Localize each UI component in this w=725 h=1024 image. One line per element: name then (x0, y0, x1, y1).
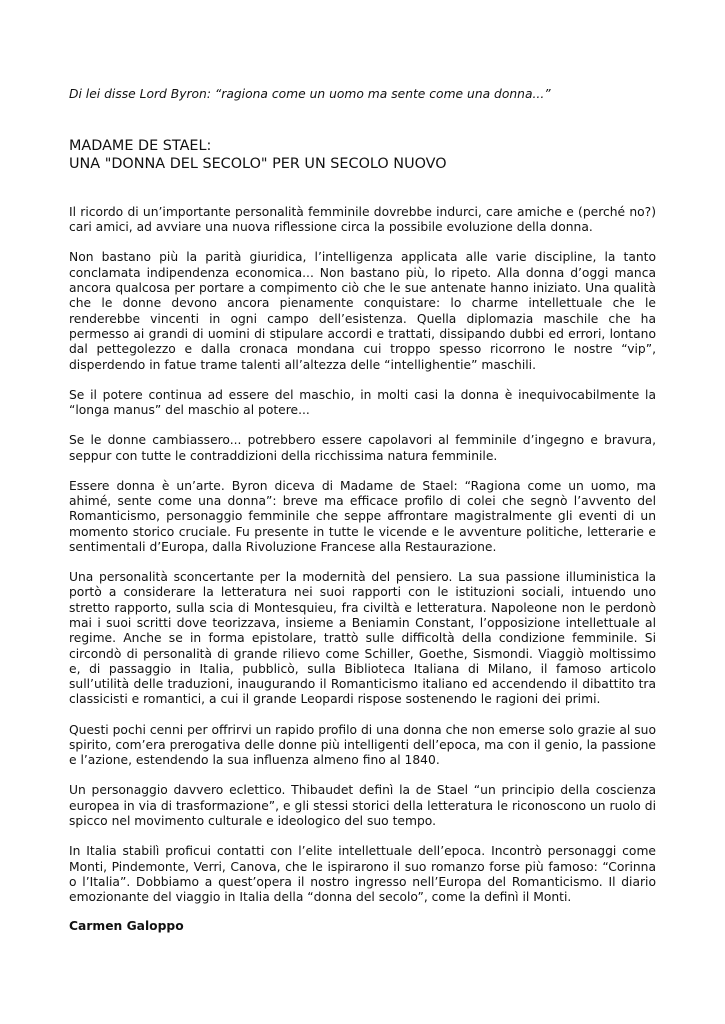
paragraph-6: Una personalità sconcertante per la modernità del pensiero. La sua passione illuministica la portò a considerare la letteratura nei suoi rapporti con le istituzioni sociali, intuendo uno stretto rapporto, sulla scia di Montesquieu, fra civiltà e letteratura. Napoleone non le perdonò mai i suoi scritti dove teorizzava, insieme a Beniamin Constant, l’opposizione intellettuale al regime. Anche se in forma epistolare, trattò sulle difficoltà della condizione femminile. Si circondò di personalità di grande rilievo come Schiller, Goethe, Sismondi. Viaggiò moltissimo e, di passaggio in Italia, pubblicò, sulla Biblioteca Italiana di Milano, il famoso articolo sull’utilità delle traduzioni, inaugurando il Romanticismo italiano ed accendendo il dibattito tra classicisti e romantici, a cui il grande Leopardi rispose sostenendo le ragioni dei primi. (69, 570, 656, 707)
title-line-1: MADAME DE STAEL: (69, 138, 212, 154)
title-line-2: UNA "DONNA DEL SECOLO" PER UN SECOLO NUOVO (69, 156, 447, 172)
paragraph-8: Un personaggio davvero eclettico. Thibaudet definì la de Stael “un principio della coscienza europea in via di trasformazione”, e gli stessi storici della letteratura le riconoscono un ruolo di spicco nel movimento culturale e ideologico del suo tempo. (69, 783, 656, 829)
article-body (69, 205, 656, 920)
paragraph-5: Essere donna è un’arte. Byron diceva di Madame de Stael: “Ragiona come un uomo, ma ahimé, sente come una donna”: breve ma efficace profilo di colei che segnò l’avvento del Romanticismo, personaggio femminile che seppe affrontare magistralmente gli eventi di un momento storico cruciale. Fu presente in tutte le vicende e le avventure politiche, letterarie e sentimentali d’Europa, dalla Rivoluzione Francese alla Restaurazione. (69, 478, 656, 554)
epigraph-quote: Di lei disse Lord Byron: “ragiona come un uomo ma sente come una donna...” (69, 87, 551, 101)
paragraph-2: Non bastano più la parità giuridica, l’intelligenza applicata alle varie discipline, la tanto conclamata indipendenza economica... Non bastano più, lo ripeto. Alla donna d’oggi manca ancora qualcosa per portare a compimento ciò che le sue antenate hanno iniziato. Una qualità che le donne devono ancora pienamente conquistare: lo charme intellettuale che le renderebbe vincenti in ogni campo dell’esistenza. Quella diplomazia maschile che ha permesso ai grandi di uomini di stipulare accordi e trattati, dissipando dubbi ed errori, lontano dal pettegolezzo e dalla cronaca mondana cui troppo spesso ricorrono le nostre “vip”, disperdendo in fatue trame talenti all’altezza delle “intellighentie” maschili. (69, 250, 656, 372)
article-title (69, 137, 669, 173)
paragraph-3: Se il potere continua ad essere del maschio, in molti casi la donna è inequivocabilmente la “longa manus” del maschio al potere... (69, 387, 656, 418)
paragraph-7: Questi pochi cenni per offrirvi un rapido profilo di una donna che non emerse solo grazie al suo spirito, com’era prerogativa delle donne più intelligenti dell’epoca, ma con il genio, la passione e l’azione, estendendo la sua influenza almeno fino al 1840. (69, 722, 656, 768)
paragraph-4: Se le donne cambiassero... potrebbero essere capolavori al femminile d’ingegno e bravura, seppur con tutte le contraddizioni della ricchissima natura femminile. (69, 433, 656, 463)
paragraph-1: Il ricordo di un’importante personalità femminile dovrebbe indurci, care amiche e (perché no?) cari amici, ad avviare una nuova riflessione circa la possibile evoluzione della donna. (69, 205, 656, 235)
author-signature: Carmen Galoppo (69, 919, 184, 933)
paragraph-9: In Italia stabilì proficui contatti con l’elite intellettuale dell’epoca. Incontrò personaggi come Monti, Pindemonte, Verri, Canova, che le ispirarono il suo romanzo forse più famoso: “Corinna o l’Italia”. Dobbiamo a quest’opera il nostro ingresso nell’Europa del Romanticismo. Il diario emozionante del viaggio in Italia della “donna del secolo”, come la definì il Monti. (69, 844, 656, 905)
